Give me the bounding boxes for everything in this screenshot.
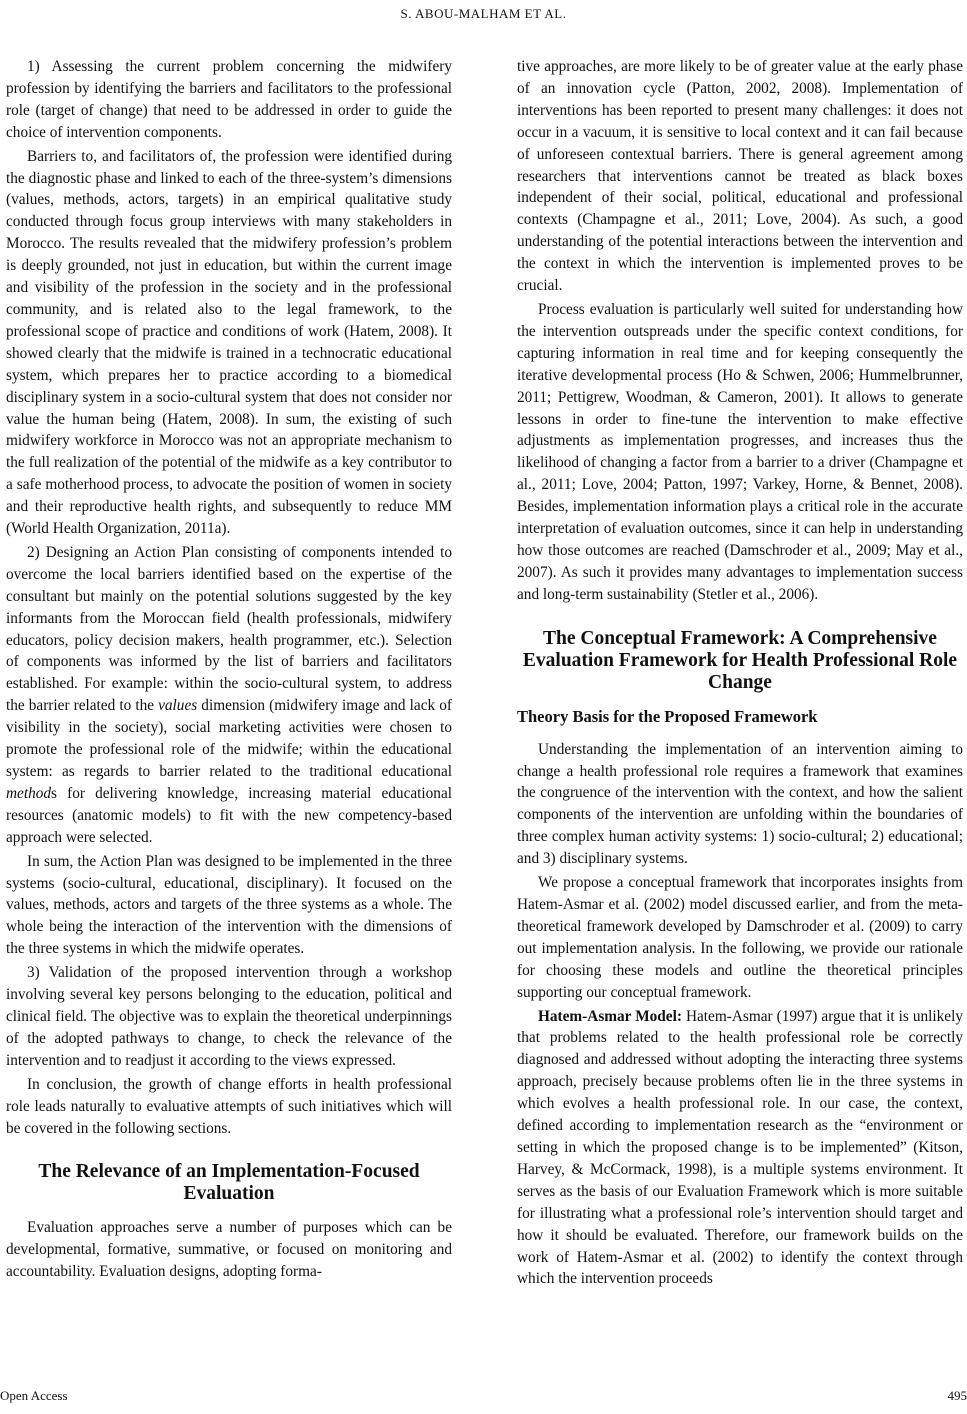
paragraph-designing-middle: dimension (midwifery image and lack of visibility in the society), social marketing activities were chosen to promote the professional role of the midwife; within the educational system: as regards to barrier related to the traditional educational [6, 697, 452, 780]
methods-term-suffix: s [51, 784, 57, 802]
paragraph-barriers: Barriers to, and facilitators of, the profession were identified during the diagnostic phase and linked to each of the three-system’s dimensions (values, methods, actors, targets) in an empirical qualitative study conducted through focus group interviews with many stakeholders in Morocco. The results revealed that the midwifery profession’s problem is deeply grounded, not just in education, but within the current image and visibility of the profession in the society and in the professional community, and is related also to the legal framework, to the professional scope of practice and conditions of work (Hatem, 2008). It showed clearly that the midwife is trained in a technocratic educational system, which prepares her to practice according to a biomedical disciplinary system in a socio-cultural system that does not consider nor value the human being (Hatem, 2008). In sum, the existing of such midwifery workforce in Morocco was not an appropriate mechanism to the full realization of the potential of the midwife as a key contributor to a safe motherhood process, to advocate the position of women in society and their reproductive health rights, and subsequently to reduce MM (World Health Organization, 2011a). [6, 147, 452, 538]
page-number: 495 [947, 1388, 967, 1403]
hatem-model-text: Hatem-Asmar (1997) argue that it is unlikely that problems related to the health professional role be correctly diagnosed and addressed without adopting the interacting three systems approach, precisely because problems often lie in the three systems in which evolves a health professional role. In our case, the context, defined according to implementation research as the “environment or setting in which the proposed change is to be implemented” (Kitson, Harvey, & McCormack, 1998), is a multiple systems environment. It serves as the basis of our Evaluation Framework which is more suitable for illustrating what a professional role’s intervention should target and how it should be evaluated. Therefore, our framework builds on the work of Hatem-Asmar et al. (2002) to identify the context through which the intervention proceeds [517, 1007, 963, 1288]
running-head: S. ABOU-MALHAM ET AL. [400, 6, 567, 21]
section-heading-relevance: The Relevance of an Implementation-Focused Evaluation [38, 1161, 420, 1205]
paragraph-conclusion: In conclusion, the growth of change efforts in health professional role leads naturally to evaluative attempts of such initiatives which will be covered in the following sections. [6, 1075, 452, 1137]
paragraph-continuation: tive approaches, are more likely to be of greater value at the early phase of an innovation cycle (Patton, 2002, 2008). Implementation of interventions has been reported to present many challenges: it does not occur in a vacuum, it is sensitive to local context and it can fail because of unforeseen contextual barriers. There is general agreement among researchers that interventions cannot be treated as black boxes independent of their social, political, educational and professional contexts (Champagne et al., 2011; Love, 2004). As such, a good understanding of the potential interactions between the intervention and the context in which the intervention is implemented proves to be crucial. [517, 58, 963, 295]
paragraph-propose: We propose a conceptual framework that incorporates insights from Hatem-Asmar et al. (2002) model discussed earlier, and from the meta-theoretical framework developed by Damschroder et al. (2009) to carry out implementation analysis. In the following, we provide our rationale for choosing these models and outline the theoretical principles supporting our conceptual framework. [517, 874, 963, 1001]
paragraph-understanding: Understanding the implementation of an intervention aiming to change a health professional role requires a framework that examines the congruence of the intervention with the context, and how the salient components of the intervention are unfolding within the boundaries of three complex human activity systems: 1) socio-cultural; 2) educational; and 3) disciplinary systems. [517, 740, 963, 868]
footer-open-access: Open Access [0, 1388, 68, 1403]
section-heading-framework: The Conceptual Framework: A Comprehensive Evaluation Framework for Health Professional Role Change [522, 627, 958, 693]
paragraph-hatem-model [517, 1006, 963, 1291]
values-term: values [158, 697, 198, 715]
right-column [517, 56, 963, 1290]
paragraph-assessing: 1) Assessing the current problem concerning the midwifery profession by identifying the barriers and facilitators to the professional role (target of change) that need to be addressed in order to guide the choice of intervention components. [6, 58, 452, 141]
paragraph-designing-start: 2) Designing an Action Plan consisting of components intended to overcome the local barriers identified based on the expertise of the consultant but mainly on the potential solutions suggested by the key informants from the Moroccan field (health professionals, midwifery educators, policy decision makers, health programmer, etc.). Selection of components was informed by the list of barriers and facilitators established. For example: within the socio-cultural system, to address the barrier related to the [6, 543, 452, 715]
paragraph-designing-end: for delivering knowledge, increasing material educational resources (anatomic models) to fit with the new competency-based approach were selected. [6, 784, 452, 846]
methods-term: method [6, 784, 52, 802]
left-column [6, 56, 452, 1283]
paragraph-process-evaluation: Process evaluation is particularly well suited for understanding how the intervention outspreads under the specific context conditions, for capturing information in real time and for keeping consequently the iterative developmental process (Ho & Schwen, 2006; Hummelbrunner, 2011; Pettigrew, Woodman, & Cameron, 2001). It allows to generate lessons in order to fine-tune the intervention to make effective adjustments as implementation progresses, and increases thus the likelihood of changing a factor from a barrier to a driver (Champagne et al., 2011; Love, 2004; Patton, 1997; Varkey, Horne, & Bennet, 2008). Besides, implementation information plays a critical role in the accurate interpretation of evaluation outcomes, since it can help in understanding how those outcomes are reached (Damschroder et al., 2009; May et al., 2007). As such it provides many advantages to implementation success and long-term sustainability (Stetler et al., 2006). [517, 300, 963, 603]
paragraph-action-plan: In sum, the Action Plan was designed to be implemented in the three systems (socio-cultural, educational, disciplinary). It focused on the values, methods, actors and targets of the three systems as a whole. The whole being the interaction of the intervention with the dimensions of the three systems in which the midwife operates. [6, 852, 452, 958]
paragraph-evaluation-approaches: Evaluation approaches serve a number of purposes which can be developmental, formative, summative, or focused on monitoring and accountability. Evaluation designs, adopting forma- [6, 1219, 452, 1281]
paragraph-designing [6, 542, 452, 849]
subsection-heading-theory: Theory Basis for the Proposed Framework [517, 706, 818, 726]
hatem-model-label: Hatem-Asmar Model: [538, 1007, 682, 1025]
paragraph-validation: 3) Validation of the proposed intervention through a workshop involving several key persons belonging to the education, political and clinical field. The objective was to explain the theoretical underpinnings of the adopted pathways to change, to check the relevance of the intervention and to readjust it according to the views expressed. [6, 964, 452, 1069]
